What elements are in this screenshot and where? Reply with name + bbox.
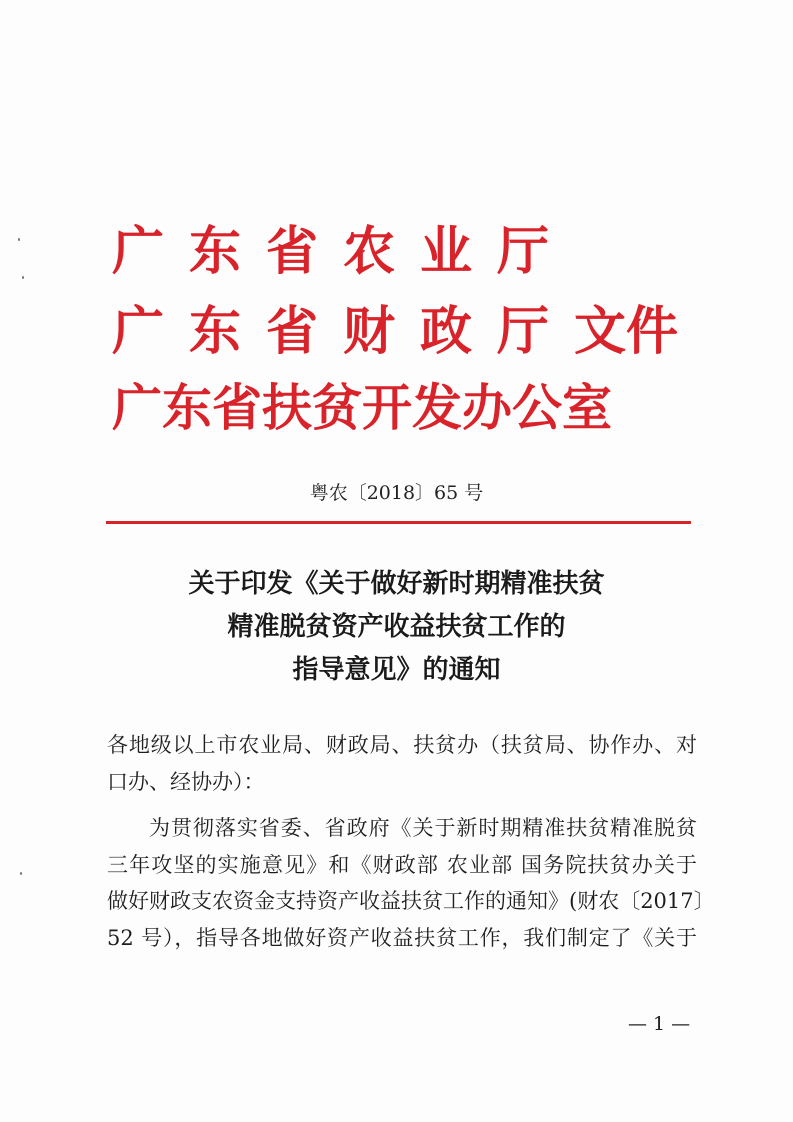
issuer-finance-dept — [112, 302, 678, 362]
issuer-agriculture-dept: 广东省农业厅 — [112, 221, 575, 282]
paragraph-line-3: 做好财政支农资金支持资产收益扶贫工作的通知》(财农〔2017〕 — [107, 889, 715, 913]
issuer-poverty-office: 广东省扶贫开发办公室 — [112, 378, 612, 437]
document-suffix: 文件 — [574, 301, 679, 362]
scan-speck — [22, 276, 24, 279]
document-title — [0, 563, 793, 692]
page-number: — 1 — — [628, 1013, 691, 1035]
title-line-2: 精准脱贫资产收益扶贫工作的 — [227, 612, 566, 642]
title-line-3: 指导意见》的通知 — [292, 655, 501, 685]
paragraph-line-4: 52 号），指导各地做好资产收益扶贫工作，我们制定了《关于 — [107, 925, 697, 950]
scan-speck — [18, 238, 20, 241]
salutation — [107, 727, 697, 800]
body-paragraph — [107, 810, 715, 956]
document-number: 粤农〔2018〕65 号 — [309, 482, 484, 504]
salutation-line-1: 各地级以上市农业局、财政局、扶贫办（扶贫局、协作办、对 — [107, 733, 697, 757]
scan-speck — [20, 872, 22, 875]
title-line-1: 关于印发《关于做好新时期精准扶贫 — [188, 569, 605, 599]
issuer-finance-dept-name: 广东省财政厅 — [112, 301, 575, 362]
salutation-line-2: 口办、经协办）： — [107, 769, 265, 794]
paragraph-line-2: 三年攻坚的实施意见》和《财政部 农业部 国务院扶贫办关于 — [107, 852, 697, 877]
paragraph-line-1: 为贯彻落实省委、省政府《关于新时期精准扶贫精准脱贫 — [149, 816, 697, 840]
red-separator-line — [106, 521, 691, 524]
